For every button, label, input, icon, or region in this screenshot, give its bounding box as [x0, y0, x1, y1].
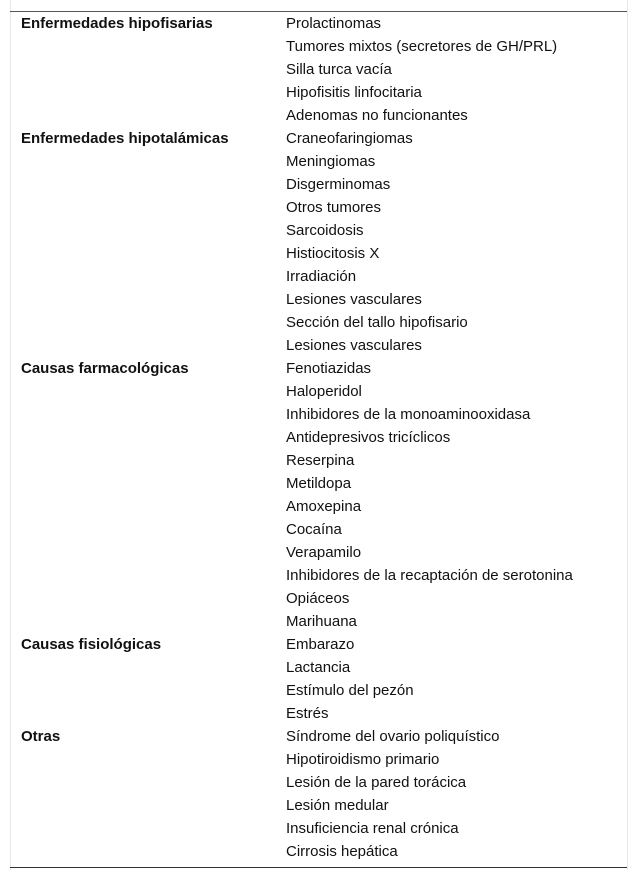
category-cell-empty: [21, 472, 286, 495]
table-row: [21, 748, 616, 771]
cause-item: Amoxepina: [286, 498, 362, 515]
cause-item: Haloperidol: [286, 383, 362, 400]
cause-item: Lesiones vasculares: [286, 337, 422, 354]
category-cell-empty: [21, 173, 286, 196]
cause-item: Reserpina: [286, 452, 355, 469]
table-row: [21, 196, 616, 219]
cause-item: Embarazo: [286, 636, 355, 653]
cause-item: Lesión medular: [286, 797, 389, 814]
cause-item: Lactancia: [286, 659, 351, 676]
cause-item: Estímulo del pezón: [286, 682, 414, 699]
cause-item: Inhibidores de la monoaminooxidasa: [286, 406, 531, 423]
cause-item: Marihuana: [286, 613, 357, 630]
category-cell-empty: [21, 58, 286, 81]
cause-item: Meningiomas: [286, 153, 376, 170]
table-row: [21, 518, 616, 541]
cause-item: Verapamilo: [286, 544, 362, 561]
table-row: [21, 288, 616, 311]
table-row: [21, 564, 616, 587]
table-row: [21, 610, 616, 633]
cause-item: Fenotiazidas: [286, 360, 372, 377]
table-row: [21, 357, 616, 380]
category-cell-empty: [21, 817, 286, 840]
category-cell-empty: [21, 403, 286, 426]
table-row: [21, 403, 616, 426]
category-cell-empty: [21, 840, 286, 863]
category-cell-empty: [21, 426, 286, 449]
table-row: [21, 679, 616, 702]
cause-item: Craneofaringiomas: [286, 130, 413, 147]
table-row: [21, 587, 616, 610]
category-cell-empty: [21, 495, 286, 518]
table-row: [21, 840, 616, 863]
category-cell-empty: [21, 610, 286, 633]
table-row: [21, 725, 616, 748]
cause-item: Cocaína: [286, 521, 342, 538]
table-body: [21, 12, 616, 863]
cause-item: Tumores mixtos (secretores de GH/PRL): [286, 38, 558, 55]
cause-item: Inhibidores de la recaptación de serotonina: [286, 567, 573, 584]
table-row: [21, 380, 616, 403]
table-row: [21, 817, 616, 840]
cause-item: Irradiación: [286, 268, 357, 285]
table-bottom-rule: [10, 867, 627, 868]
cause-item: Antidepresivos tricíclicos: [286, 429, 451, 446]
table-row: [21, 633, 616, 656]
table-row: [21, 794, 616, 817]
cause-item: Síndrome del ovario poliquístico: [286, 728, 500, 745]
category-cell-empty: [21, 794, 286, 817]
category-cell-empty: [21, 656, 286, 679]
category-cell-empty: [21, 150, 286, 173]
cause-item: Metildopa: [286, 475, 352, 492]
causes-table: [21, 12, 616, 863]
table-row: [21, 771, 616, 794]
table-row: [21, 173, 616, 196]
table-row: [21, 219, 616, 242]
table-row: [21, 311, 616, 334]
table-row: [21, 35, 616, 58]
table-row: [21, 81, 616, 104]
table-row: [21, 656, 616, 679]
category-cell-empty: [21, 564, 286, 587]
cause-item: Hipofisitis linfocitaria: [286, 84, 422, 101]
table-row: [21, 265, 616, 288]
category-cell-empty: [21, 771, 286, 794]
category-cell-empty: [21, 449, 286, 472]
cause-item: Otros tumores: [286, 199, 382, 216]
table-row: [21, 58, 616, 81]
category-label: Enfermedades hipofisarias: [21, 15, 213, 32]
category-cell-empty: [21, 81, 286, 104]
table-row: [21, 495, 616, 518]
cause-item: Lesión de la pared torácica: [286, 774, 467, 791]
category-cell-empty: [21, 35, 286, 58]
table-row: [21, 334, 616, 357]
category-cell-empty: [21, 311, 286, 334]
table-row: [21, 12, 616, 35]
category-label: Causas farmacológicas: [21, 360, 189, 377]
table-row: [21, 472, 616, 495]
category-cell-empty: [21, 748, 286, 771]
table-row: [21, 702, 616, 725]
category-cell-empty: [21, 380, 286, 403]
category-cell-empty: [21, 587, 286, 610]
category-cell-empty: [21, 196, 286, 219]
cause-item: Disgerminomas: [286, 176, 391, 193]
cause-item: Lesiones vasculares: [286, 291, 422, 308]
category-cell-empty: [21, 219, 286, 242]
category-cell-empty: [21, 541, 286, 564]
category-cell-empty: [21, 242, 286, 265]
table-row: [21, 104, 616, 127]
cause-item: Histiocitosis X: [286, 245, 380, 262]
category-cell-empty: [21, 265, 286, 288]
cause-item: Adenomas no funcionantes: [286, 107, 468, 124]
cause-item: Sarcoidosis: [286, 222, 364, 239]
cause-item: Sección del tallo hipofisario: [286, 314, 468, 331]
cause-item: Opiáceos: [286, 590, 350, 607]
category-label: Enfermedades hipotalámicas: [21, 130, 229, 147]
category-cell-empty: [21, 334, 286, 357]
cause-item: Cirrosis hepática: [286, 843, 398, 860]
table-row: [21, 150, 616, 173]
table-row: [21, 449, 616, 472]
cause-item: Hipotiroidismo primario: [286, 751, 440, 768]
category-cell-empty: [21, 104, 286, 127]
table-row: [21, 242, 616, 265]
table-row: [21, 426, 616, 449]
category-cell-empty: [21, 518, 286, 541]
category-cell-empty: [21, 702, 286, 725]
cause-item: Insuficiencia renal crónica: [286, 820, 459, 837]
cause-item: Estrés: [286, 705, 329, 722]
category-cell-empty: [21, 288, 286, 311]
table-row: [21, 541, 616, 564]
cause-item: Silla turca vacía: [286, 61, 392, 78]
table-row: [21, 127, 616, 150]
category-label: Otras: [21, 728, 61, 745]
category-cell-empty: [21, 679, 286, 702]
cause-item: Prolactinomas: [286, 15, 382, 32]
category-label: Causas fisiológicas: [21, 636, 162, 653]
